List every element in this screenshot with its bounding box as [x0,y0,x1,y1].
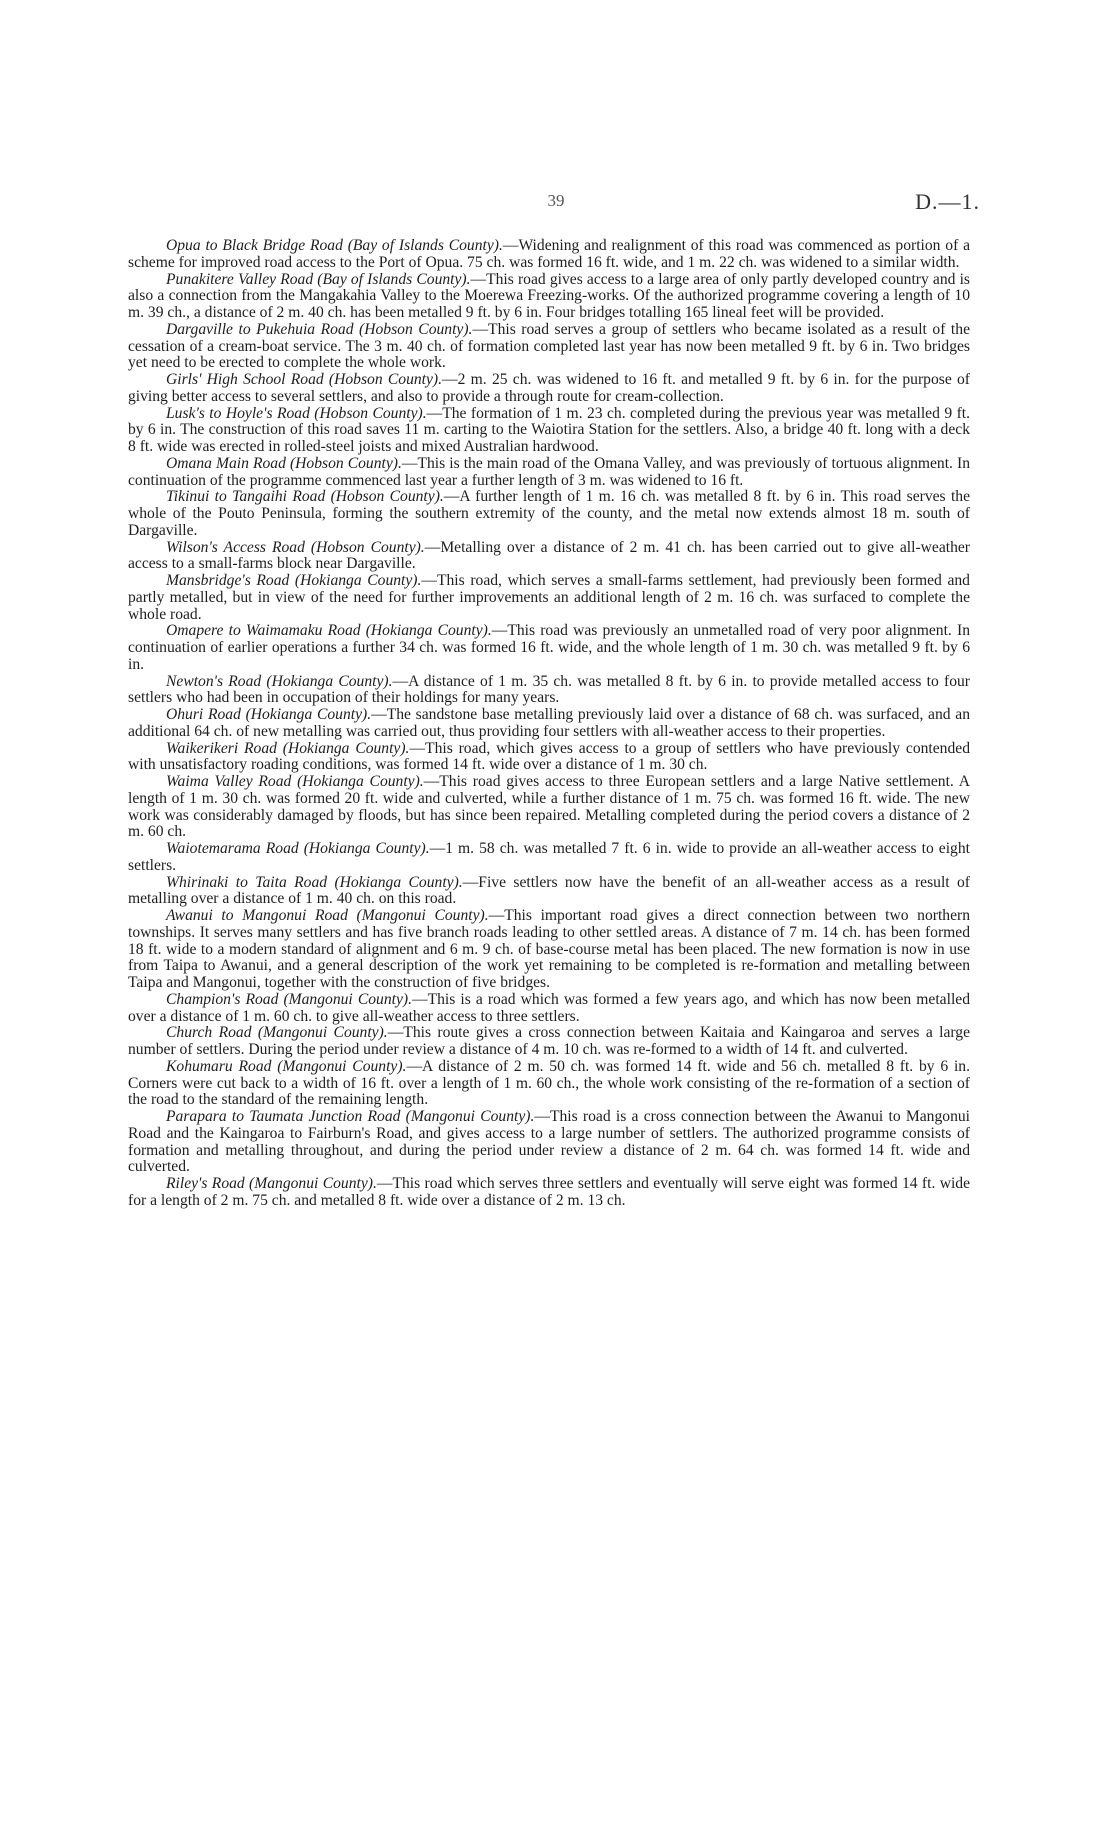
document-code: D.—1. [915,189,980,214]
paragraph-heading: Whirinaki to Taita Road (Hokianga County). [166,873,463,891]
paragraph-wilsons-access [128,540,970,574]
paragraph-mansbridges [128,573,970,623]
paragraph-text: —This route gives a cross connection between Kaitaia and Kaingaroa and serves a large number of settlers. During the period under review a distance of 4 m. 10 ch. was re-formed to a width of 14 ft. and culverted. [128,1024,971,1058]
page-number: 39 [547,191,565,210]
paragraph-heading: Waiotemarama Road (Hokianga County). [166,840,430,857]
paragraph-text: —This is the main road of the Omana Valley, and was previously of tortuous alignment. In continuation of the programme commenced last year a further length of 3 m. was widened to 16 ft. [128,454,971,489]
paragraph-heading: Champion's Road (Mangonui County). [166,990,412,1008]
paragraph-heading: Omapere to Waimamaku Road (Hokianga County). [166,622,492,640]
body-text [128,238,970,1210]
paragraph-text: —This road which serves three settlers and eventually will serve eight was formed 14 ft. wide for a length of 2 m. 75 ch. and metalled 8 ft. wide over a distance of 2 m. 13 ch. [128,1175,971,1209]
paragraph-text: —This road, which gives access to a group of settlers who have previously contended with unsatisfactory roading conditions, was formed 14 ft. wide over a distance of 1 m. 30 ch. [128,739,970,774]
paragraph-waiotemarama [128,841,970,875]
paragraph-text: —A further length of 1 m. 16 ch. was metalled 8 ft. by 6 in. This road serves the whole of the Pouto Peninsula, forming the southern extremity of the county, and the metal now extends almost 18 m. south of Dargaville. [128,488,970,539]
paragraph-text: —This road gives access to three European settlers and a large Native settlement. A length of 1 m. 30 ch. was formed 20 ft. wide and culverted, while a further distance of 1 m. 75 ch. was formed 16 ft. wide. The new work was considerably damaged by floods, but has since been repaired. Metalling completed during the period covers a distance of 2 m. 60 ch. [128,773,970,841]
paragraph-church [128,1025,970,1059]
paragraph-opua-black-bridge [128,238,970,272]
paragraph-text: —2 m. 25 ch. was widened to 16 ft. and metalled 9 ft. by 6 in. for the purpose of giving better access to several settlers, and also to provide a through route for cream-collection. [128,371,970,405]
paragraph-awanui-mangonui [128,908,970,992]
paragraph-kohumaru [128,1059,970,1109]
paragraph-dargaville-pukehuia [128,322,970,372]
paragraph-lusks-hoyles [128,406,970,456]
paragraph-heading: Lusk's to Hoyle's Road (Hobson County). [166,404,427,422]
paragraph-heading: Waima Valley Road (Hokianga County). [166,773,424,790]
paragraph-text: —The sandstone base metalling previously laid over a distance of 68 ch. was surfaced, and an additional 64 ch. of new metalling was carried out, thus providing four settlers with all-weather access to their properties. [128,706,970,740]
paragraph-rileys [128,1176,970,1210]
paragraph-heading: Mansbridge's Road (Hokianga County). [166,572,422,589]
paragraph-text: —This road is a cross connection between the Awanui to Mangonui Road and the Kaingaroa to Fairburn's Road, and gives access to a large number of settlers. The authorized programme consists of formation and metalling throughout, and during the period under review a distance of 2 m. 64 ch. was formed 14 ft. wide and culverted. [128,1108,970,1176]
paragraph-text: —This important road gives a direct connection between two northern townships. It serves many settlers and has five branch roads leading to other settled areas. A distance of 7 m. 14 ch. has been formed 18 ft. wide to a modern standard of alignment and 6 m. 9 ch. of base-course metal has been placed. The new formation is now in use from Taipa to Awanui, and a general description of the work yet remaining to be completed is re-formation and metalling between Taipa and Mangonui, together with the construction of five bridges. [128,907,970,991]
paragraph-heading: Church Road (Mangonui County). [166,1024,388,1042]
paragraph-heading: Parapara to Taumata Junction Road (Mangonui County). [166,1108,535,1125]
paragraph-champions [128,992,970,1026]
paragraph-heading: Riley's Road (Mangonui County). [166,1175,377,1192]
paragraph-text: —The formation of 1 m. 23 ch. completed during the previous year was metalled 9 ft. by 6 in. The construction of this road saves 11 m. carting to the Waiotira Station for the settlers. Also, a bridge 40 ft. long with a deck 8 ft. wide was erected in rolled-steel joists and mixed Australian hardwood. [128,404,970,455]
paragraph-ohuri [128,707,970,741]
paragraph-text: —Widening and realignment of this road was commenced as portion of a scheme for improved road access to the Port of Opua. 75 ch. was formed 16 ft. wide, and 1 m. 22 ch. was widened to a similar width. [128,237,970,271]
paragraph-heading: Kohumaru Road (Mangonui County). [166,1057,407,1075]
paragraph-text: —A distance of 1 m. 35 ch. was metalled 8 ft. by 6 in. to provide metalled access to four settlers who had been in occupation of their holdings for many years. [128,672,970,707]
paragraph-text: —This road serves a group of settlers who became isolated as a result of the cessation of a cream-boat service. The 3 m. 40 ch. of formation completed last year has now been metalled 9 ft. by 6 in. Two bridges yet need to be erected to complete the whole work. [128,320,970,372]
paragraph-text: —This road, which serves a small-farms settlement, had previously been formed and partly metalled, but in view of the need for further improvements an additional length of 2 m. 16 ch. was surfaced to complete the whole road. [128,572,970,623]
paragraph-heading: Dargaville to Pukehuia Road (Hobson County). [166,320,473,338]
paragraph-text: —1 m. 58 ch. was metalled 7 ft. 6 in. wide to provide an all-weather access to eight settlers. [128,840,970,874]
paragraph-punakitere-valley [128,272,970,322]
paragraph-text: —This road was previously an unmetalled road of very poor alignment. In continuation of earlier operations a further 34 ch. was formed 16 ft. wide, and the whole length of 1 m. 30 ch. was metalled 9 ft. by 6 in. [128,622,970,673]
paragraph-heading: Tikinui to Tangaihi Road (Hobson County). [166,488,444,506]
paragraph-heading: Wilson's Access Road (Hobson County). [166,538,425,556]
paragraph-heading: Awanui to Mangonui Road (Mangonui County). [166,907,489,924]
paragraph-waikerikeri [128,741,970,775]
paragraph-heading: Newton's Road (Hokianga County). [166,672,393,690]
paragraph-heading: Waikerikeri Road (Hokianga County). [166,739,410,757]
paragraph-text: —This is a road which was formed a few years ago, and which has now been metalled over a distance of 1 m. 60 ch. to give all-weather access to three settlers. [128,990,970,1025]
paragraph-heading: Omana Main Road (Hobson County). [166,454,402,472]
paragraph-newtons [128,674,970,708]
paragraph-heading: Ohuri Road (Hokianga County). [166,706,372,723]
paragraph-girls-high-school [128,372,970,406]
paragraph-whirinaki-taita [128,875,970,909]
paragraph-text: —Five settlers now have the benefit of an all-weather access as a result of metalling over a distance of 1 m. 40 ch. on this road. [128,873,970,908]
paragraph-waima-valley [128,774,970,841]
paragraph-text: —Metalling over a distance of 2 m. 41 ch. has been carried out to give all-weather access to a small-farms block near Dargaville. [128,538,970,573]
paragraph-parapara-taumata [128,1109,970,1176]
paragraph-text: —A distance of 2 m. 50 ch. was formed 14 ft. wide and 56 ch. metalled 8 ft. by 6 in. Corners were cut back to a width of 16 ft. over a length of 1 m. 60 ch., the whole work consisting of the re-formation of a section of the road to the standard of the remaining length. [128,1057,970,1109]
paragraph-text: —This road gives access to a large area of only partly developed country and is also a connection from the Mangakahia Valley to the Moerewa Freezing-works. Of the authorized programme covering a length of 10 m. 39 ch., a distance of 2 m. 40 ch. has been metalled 9 ft. by 6 in. Four bridges totalling 165 lineal feet will be provided. [128,270,970,321]
paragraph-omapere-waimamaku [128,623,970,673]
paragraph-omana-main [128,456,970,490]
paragraph-heading: Punakitere Valley Road (Bay of Islands County). [166,270,471,288]
paragraph-heading: Opua to Black Bridge Road (Bay of Islands County). [166,237,503,254]
paragraph-tikinui-tangaihi [128,489,970,539]
paragraph-heading: Girls' High School Road (Hobson County). [166,371,443,388]
